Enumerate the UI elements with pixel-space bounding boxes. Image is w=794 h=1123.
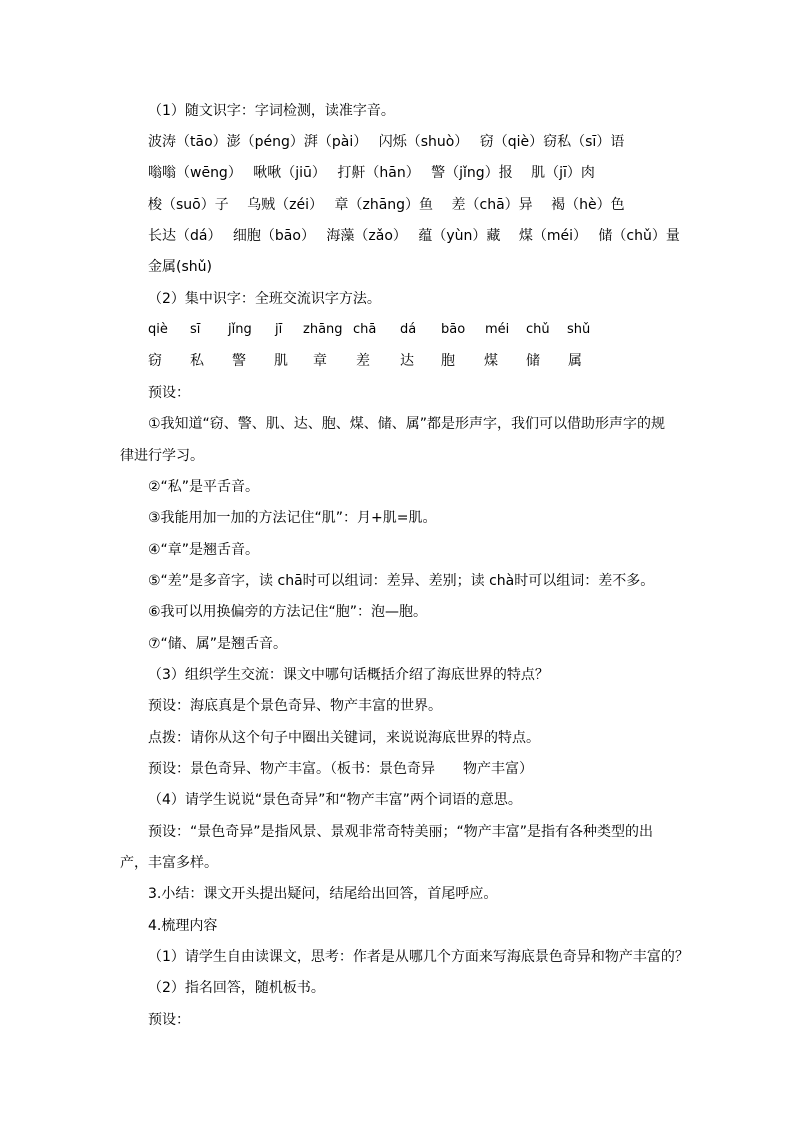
text-line: （2）指名回答，随机板书。 xyxy=(148,980,325,996)
character-item: 胞 xyxy=(441,353,455,369)
character-item: 肌 xyxy=(274,353,288,369)
text-line: ⑥我可以用换偏旁的方法记住“胞”：泡—胞。 xyxy=(148,604,428,620)
text-line: 梭（suō）子 乌贼（zéi） 章（zhāng）鱼 差（chā）异 褐（hè）色 xyxy=(148,197,625,213)
text-line: ①我知道“窃、警、肌、达、胞、煤、储、属”都是形声字，我们可以借助形声字的规 xyxy=(148,416,666,432)
pinyin-item: qiè xyxy=(148,322,168,337)
text-line: ④“章”是翘舌音。 xyxy=(148,542,260,558)
text-line: 嗡嗡（wēng） 啾啾（jiū） 打鼾（hān） 警（jǐng）报 肌（jī）肉 xyxy=(148,165,595,181)
text-line: 预设：景色奇异、物产丰富。（板书：景色奇异 物产丰富） xyxy=(148,761,533,777)
character-item: 煤 xyxy=(484,353,498,369)
text-line: 律进行学习。 xyxy=(120,448,204,464)
text-line: 预设： xyxy=(148,1012,190,1028)
text-line: 点拨：请你从这个句子中圈出关键词，来说说海底世界的特点。 xyxy=(148,730,540,746)
character-item: 警 xyxy=(232,353,246,369)
pinyin-item: chā xyxy=(353,322,377,337)
character-item: 储 xyxy=(526,353,540,369)
pinyin-item: zhāng xyxy=(303,322,343,337)
character-item: 章 xyxy=(313,353,327,369)
pinyin-item: jī xyxy=(275,322,283,337)
text-line: （3）组织学生交流：课文中哪句话概括介绍了海底世界的特点？ xyxy=(148,667,549,683)
character-item: 达 xyxy=(400,353,414,369)
text-line: 预设： xyxy=(148,385,190,401)
text-line: 预设：海底真是个景色奇异、物产丰富的世界。 xyxy=(148,698,442,714)
text-line: ②“私”是平舌音。 xyxy=(148,479,260,495)
pinyin-item: méi xyxy=(485,322,510,337)
text-line: （2）集中识字：全班交流识字方法。 xyxy=(148,291,381,307)
text-line: 长达（dá） 细胞（bāo） 海藻（zǎo） 蕴（yùn）藏 煤（méi） 储（chǔ）量 xyxy=(148,228,680,244)
text-line: ③我能用加一加的方法记住“肌”：月+肌=肌。 xyxy=(148,510,437,526)
pinyin-item: dá xyxy=(400,322,417,337)
pinyin-item: shǔ xyxy=(567,322,591,337)
text-line: （1）请学生自由读课文，思考：作者是从哪几个方面来写海底景色奇异和物产丰富的？ xyxy=(148,949,689,965)
text-line: 3.小结：课文开头提出疑问，结尾给出回答，首尾呼应。 xyxy=(148,886,498,902)
character-item: 私 xyxy=(190,353,204,369)
text-line: 预设：“景色奇异”是指风景、景观非常奇特美丽；“物产丰富”是指有各种类型的出 xyxy=(148,824,654,840)
text-line: 波涛（tāo）澎（péng）湃（pài） 闪烁（shuò） 窃（qiè）窃私（sī）语 xyxy=(148,134,625,150)
text-line: 产，丰富多样。 xyxy=(120,855,218,871)
pinyin-item: jǐng xyxy=(228,322,252,337)
text-line: ⑦“储、属”是翘舌音。 xyxy=(148,636,288,652)
pinyin-item: chǔ xyxy=(526,322,550,337)
text-line: 金属(shǔ) xyxy=(148,259,212,275)
text-line: 4.梳理内容 xyxy=(148,918,218,934)
text-line: （4）请学生说说“景色奇异”和“物产丰富”两个词语的意思。 xyxy=(148,792,522,808)
text-line: （1）随文识字：字词检测，读准字音。 xyxy=(148,103,395,119)
pinyin-item: bāo xyxy=(441,322,466,337)
character-item: 窃 xyxy=(148,353,162,369)
text-line: ⑤“差”是多音字，读 chā时可以组词：差异、差别；读 chà时可以组词：差不多。 xyxy=(148,573,655,589)
pinyin-item: sī xyxy=(190,322,201,337)
character-item: 属 xyxy=(568,353,582,369)
character-item: 差 xyxy=(356,353,370,369)
